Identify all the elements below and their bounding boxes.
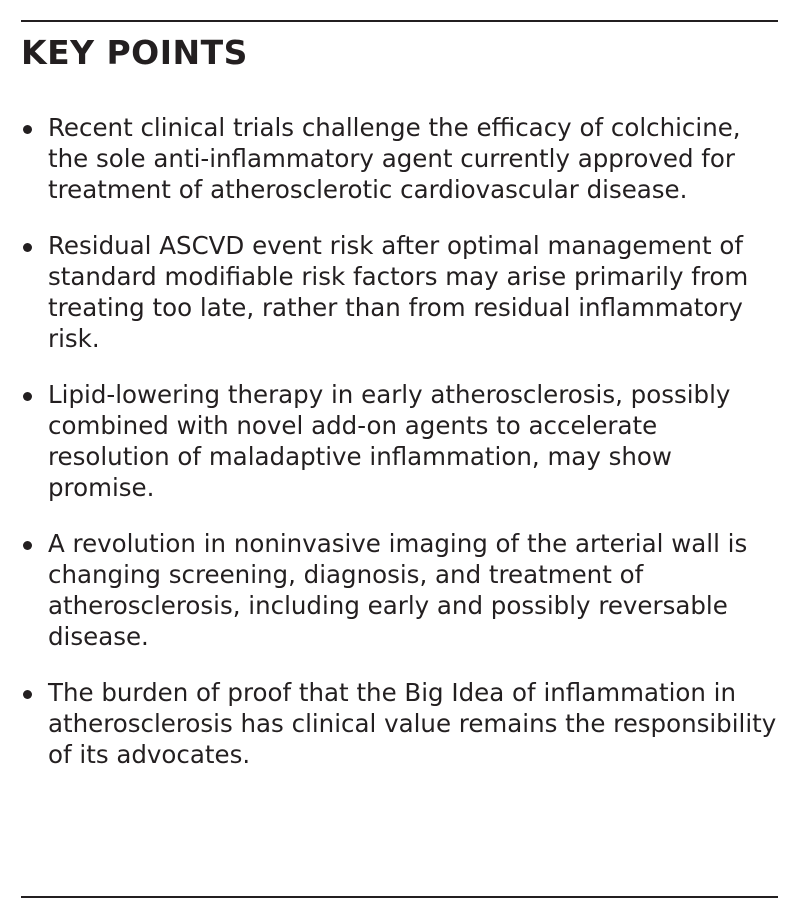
key-point-text: Recent clinical trials challenge the efficacy of colchicine, the sole anti-inflammatory agent currently approved for treatment of atherosclerotic cardiovascular disease.	[48, 113, 741, 204]
key-points-list	[21, 112, 781, 770]
key-points-heading: KEY POINTS	[21, 33, 248, 72]
bullet-icon	[23, 541, 32, 550]
key-point-item	[21, 230, 781, 354]
key-point-text: The burden of proof that the Big Idea of inflammation in atherosclerosis has clinical value remains the responsibility of its advocates.	[48, 678, 777, 769]
top-divider	[21, 20, 778, 22]
key-point-text: Lipid-lowering therapy in early atherosclerosis, possibly combined with novel add-on agents to accelerate resolution of maladaptive inflammation, may show promise.	[48, 380, 731, 502]
key-point-item	[21, 112, 781, 205]
bullet-icon	[23, 690, 32, 699]
bottom-divider	[21, 896, 778, 898]
key-point-text: Residual ASCVD event risk after optimal management of standard modifiable risk factors may arise primarily from treating too late, rather than from residual inflammatory risk.	[48, 231, 749, 353]
key-point-item	[21, 379, 781, 503]
key-point-text: A revolution in noninvasive imaging of the arterial wall is changing screening, diagnosis, and treatment of atherosclerosis, including early and possibly reversable disease.	[48, 529, 748, 651]
bullet-icon	[23, 392, 32, 401]
bullet-icon	[23, 125, 32, 134]
key-point-item	[21, 528, 781, 652]
bullet-icon	[23, 243, 32, 252]
key-point-item	[21, 677, 781, 770]
